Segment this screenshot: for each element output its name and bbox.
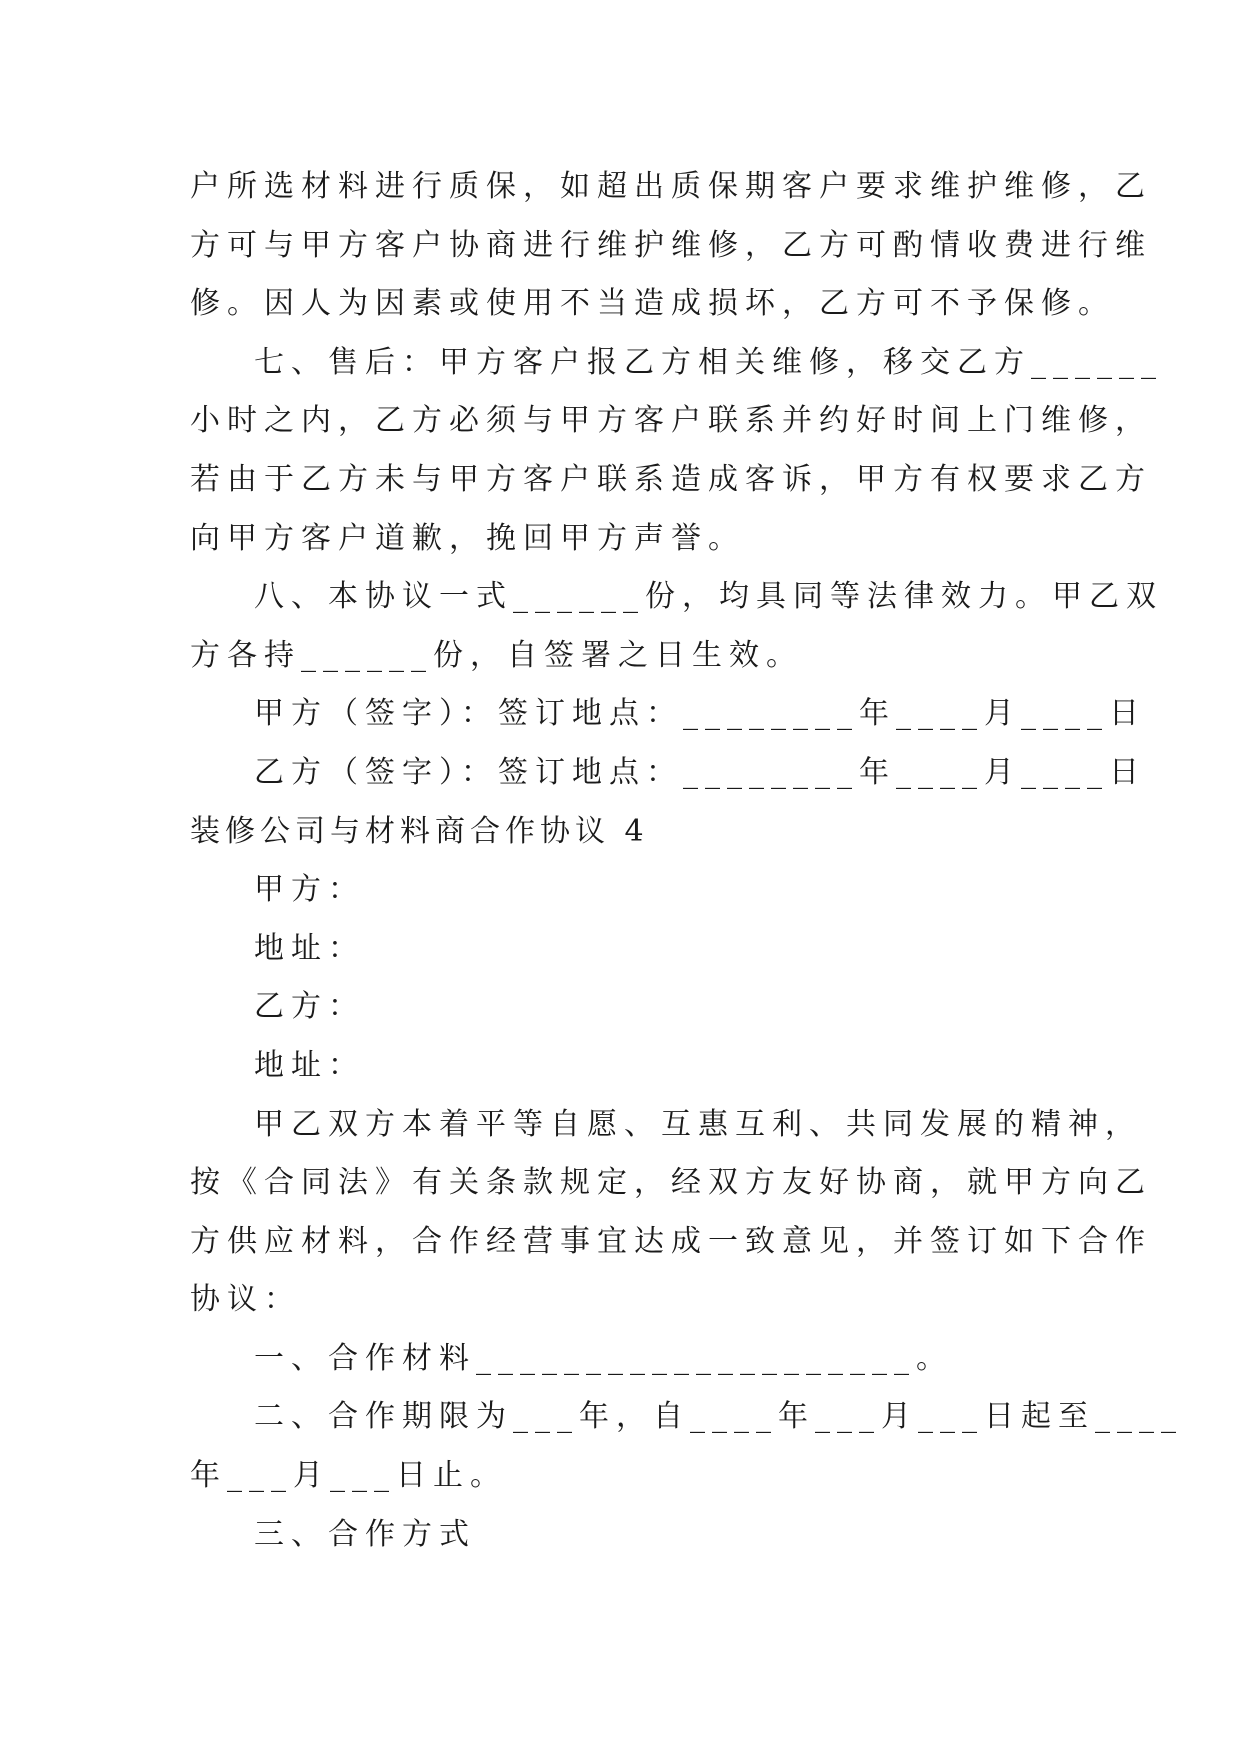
party-b-address-label: 地址： [254, 1047, 365, 1083]
clause-2-term: 二、合作期限为___年，自____年___月___日起至____ [254, 1399, 1183, 1435]
agreement-title: 装修公司与材料商合作协议 4 [190, 813, 649, 849]
party-a-address-label: 地址： [254, 930, 365, 966]
text-line: 方各持______份，自签署之日生效。 [190, 637, 803, 673]
text-line: 修。因人为因素或使用不当造成损坏，乙方可不予保修。 [190, 286, 1115, 322]
document-body [190, 158, 1183, 1564]
text-line: 年___月___日止。 [190, 1458, 507, 1494]
clause-7-aftersales: 七、售后：甲方客户报乙方相关维修，移交乙方______ [254, 344, 1163, 380]
clause-8-copies: 八、本协议一式______份，均具同等法律效力。甲乙双 [254, 579, 1163, 615]
party-a-label: 甲方： [254, 872, 365, 908]
text-line: 户所选材料进行质保，如超出质保期客户要求维护维修，乙 [190, 169, 1152, 204]
text-line: 协议： [190, 1282, 301, 1318]
text-line: 方可与甲方客户协商进行维护维修，乙方可酌情收费进行维 [190, 227, 1152, 263]
party-b-signature-line: 乙方（签字）：签订地点：________年____月____日 [254, 754, 1146, 790]
preamble-line: 甲乙双方本着平等自愿、互惠互利、共同发展的精神， [254, 1106, 1142, 1142]
text-line: 方供应材料，合作经营事宜达成一致意见，并签订如下合作 [190, 1223, 1152, 1259]
text-line: 按《合同法》有关条款规定，经双方友好协商，就甲方向乙 [190, 1165, 1152, 1201]
party-b-label: 乙方： [254, 989, 365, 1025]
text-line: 向甲方客户道歉，挽回甲方声誉。 [190, 520, 745, 556]
clause-1-materials: 一、合作材料____________________。 [254, 1340, 953, 1376]
clause-3-method: 三、合作方式 [254, 1516, 476, 1552]
party-a-signature-line: 甲方（签字）：签订地点：________年____月____日 [254, 696, 1146, 732]
text-line: 小时之内，乙方必须与甲方客户联系并约好时间上门维修， [190, 403, 1152, 439]
text-line: 若由于乙方未与甲方客户联系造成客诉，甲方有权要求乙方 [190, 461, 1152, 497]
